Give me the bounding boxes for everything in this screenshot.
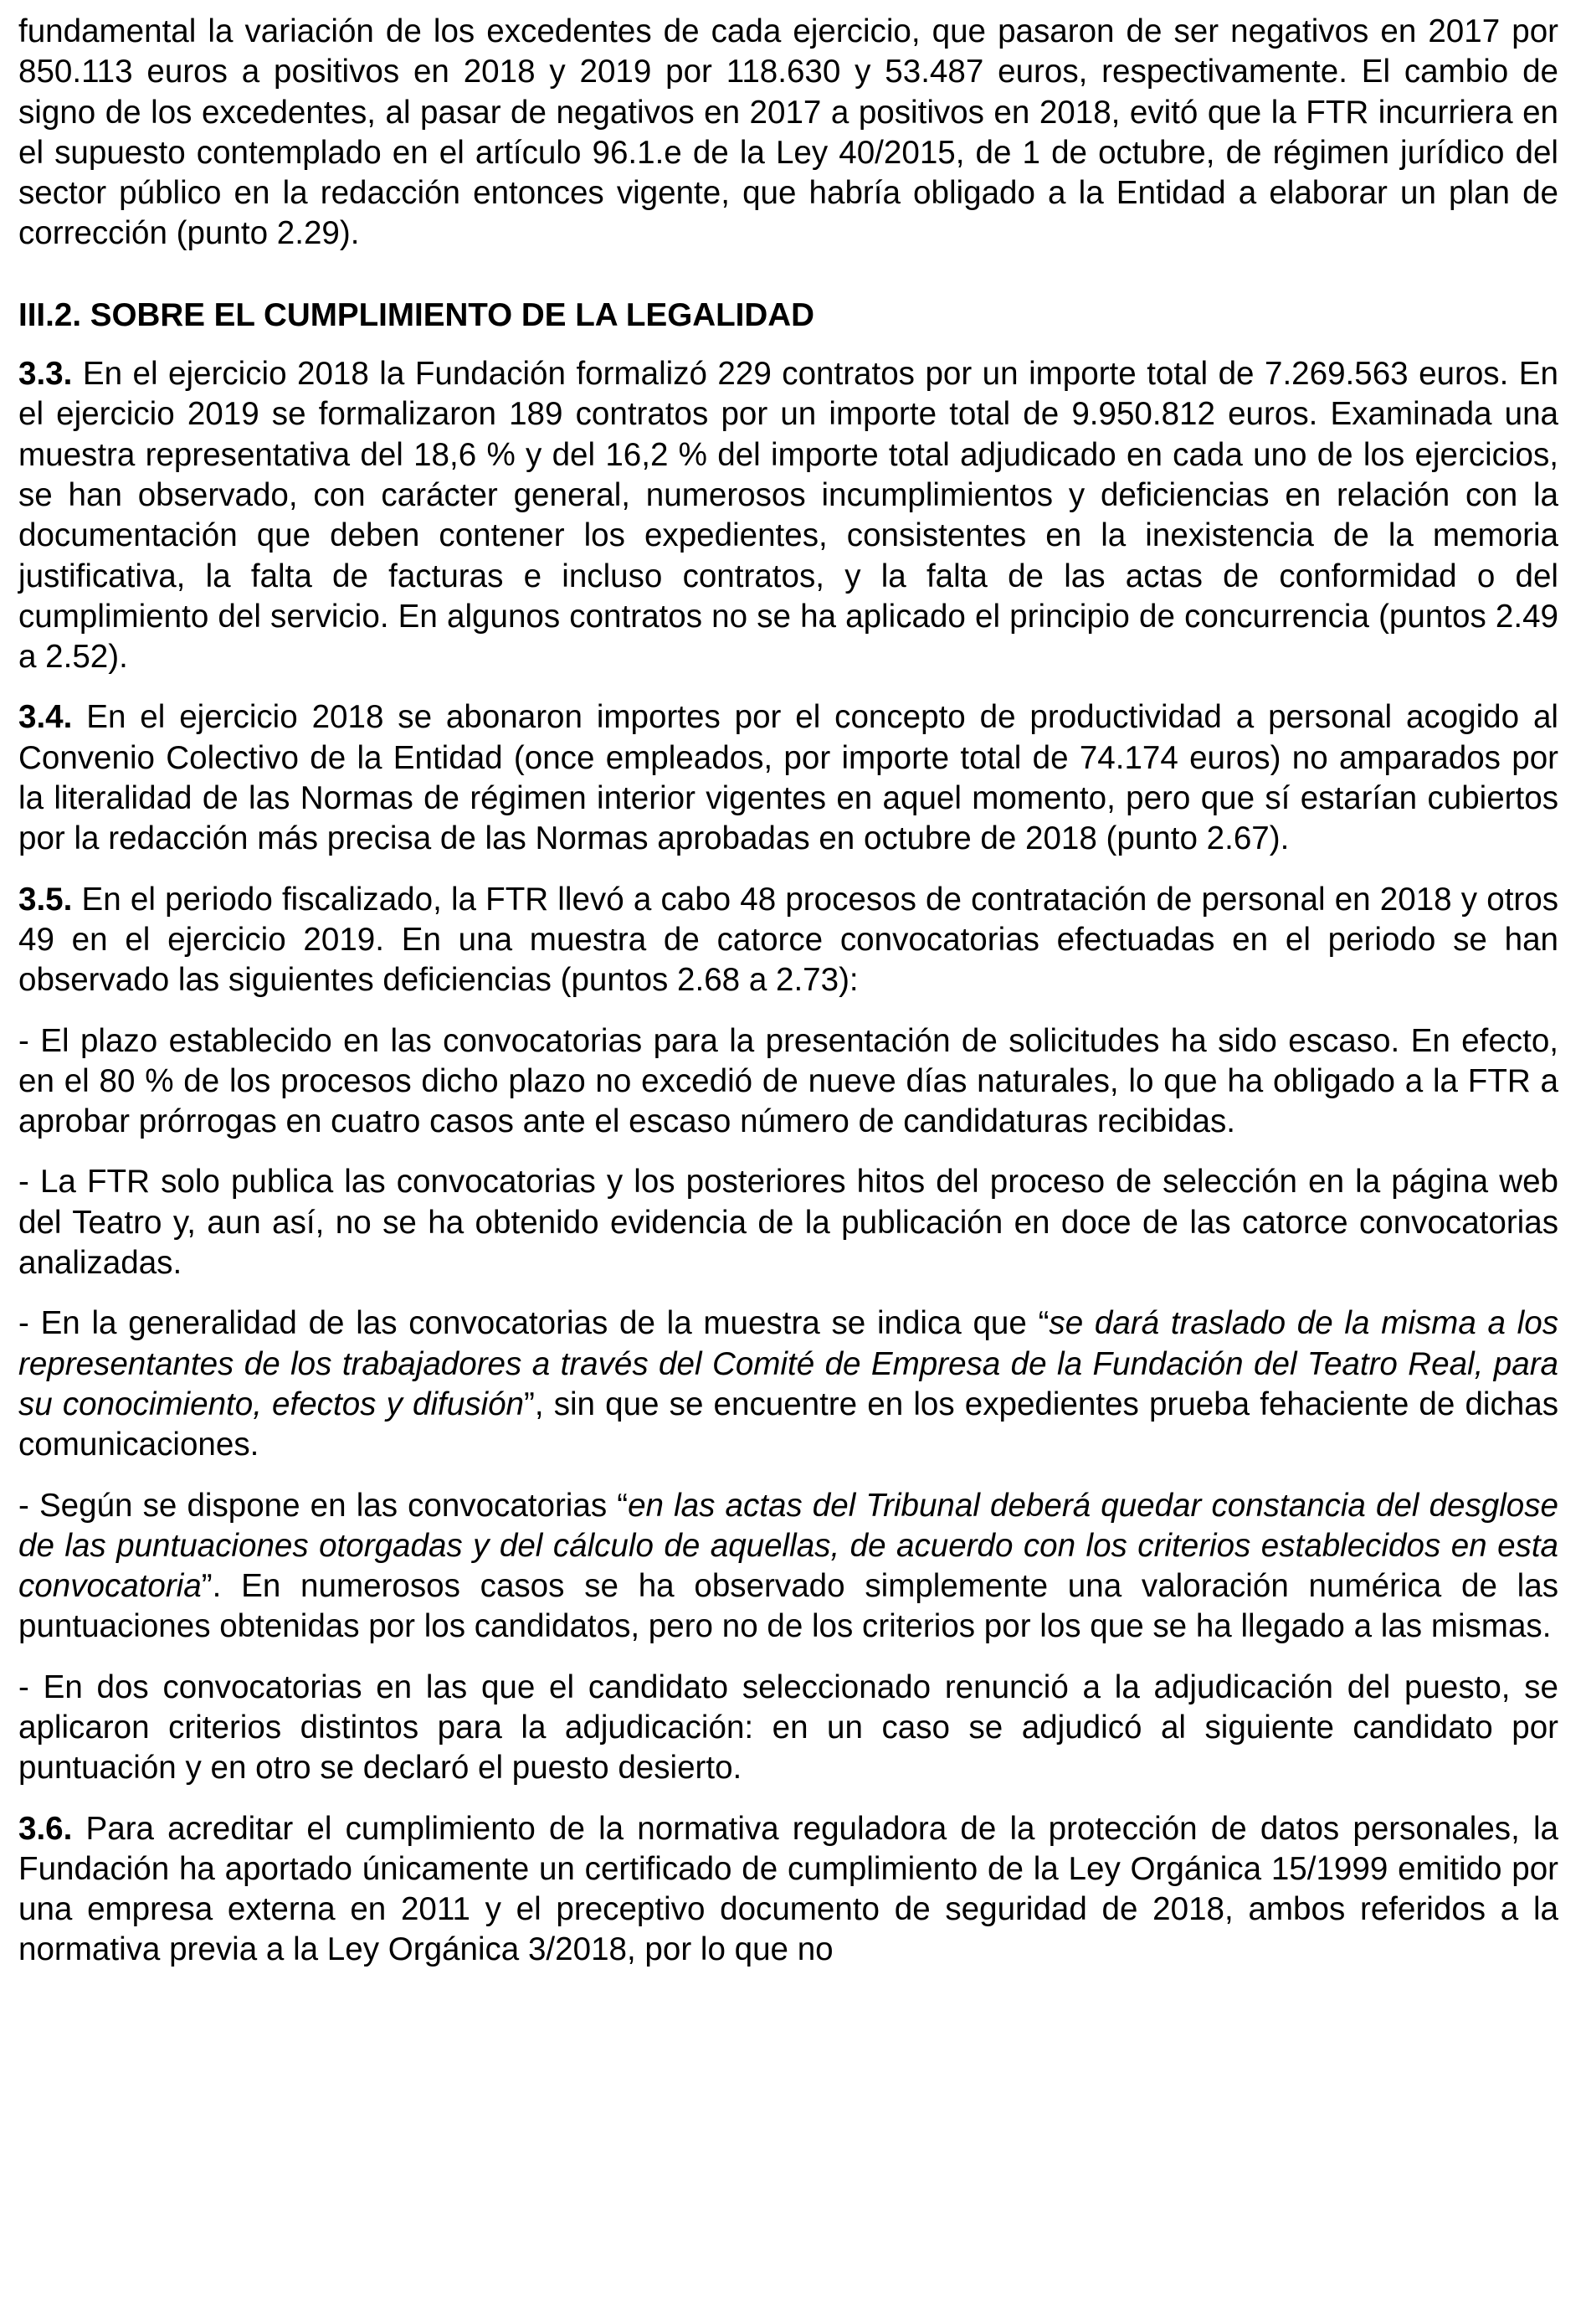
paragraph-number: 3.5. [18,881,73,918]
list-item-renuncia: - En dos convocatorias en las que el candidato seleccionado renunció a la adjudicación del puesto, se aplicaron criterios distintos para la adjudicación: en un caso se adjudicó al siguiente candidato por puntuación y en otro se declaró el puesto desierto. [18,1668,1558,1787]
quoted-text: se dará traslado de la misma a los representantes de los trabajadores a través del Comité de Empresa de la Fundación del Teatro Real, para su conocimiento, efectos y difusión [18,1305,1558,1422]
paragraph-3-3 [18,354,1558,677]
paragraph-3-4 [18,697,1558,859]
list-item-text: - Según se dispone en las convocatorias “ [18,1487,629,1524]
list-item-publicacion: - La FTR solo publica las convocatorias y los posteriores hitos del proceso de selección en la página web del Teatro y, aun así, no se ha obtenido evidencia de la publicación en doce de las catorce convocatorias analizadas. [18,1164,1558,1282]
paragraph-3-6 [18,1809,1558,1971]
section-heading: III.2. SOBRE EL CUMPLIMIENTO DE LA LEGALIDAD [18,296,814,333]
list-item-text: ”. En numerosos casos se ha observado simplemente una valoración numérica de las puntuaciones obtenidas por los candidatos, pero no de los criterios por los que se ha llegado a las mismas. [18,1568,1558,1645]
document-page [18,12,1558,1991]
paragraph-number: 3.6. [18,1810,73,1847]
intro-paragraph: fundamental la variación de los excedentes de cada ejercicio, que pasaron de ser negativos en 2017 por 850.113 euros a positivos en 2018 y 2019 por 118.630 y 53.487 euros, respectivamente. El cambio de signo de los excedentes, al pasar de negativos en 2017 a positivos en 2018, evitó que la FTR incurriera en el supuesto contemplado en el artículo 96.1.e de la Ley 40/2015, de 1 de octubre, de régimen jurídico del sector público en la redacción entonces vigente, que habría obligado a la Entidad a elaborar un plan de corrección (punto 2.29). [18,13,1558,252]
list-item-comite [18,1303,1558,1465]
quoted-text: en las actas del Tribunal deberá quedar constancia del desglose de las puntuaciones otorgadas y del cálculo de aquellas, de acuerdo con los criterios establecidos en esta convocatoria [18,1487,1558,1605]
paragraph-number: 3.4. [18,699,73,736]
list-item-plazo: - El plazo establecido en las convocatorias para la presentación de solicitudes ha sido escaso. En efecto, en el 80 % de los procesos dicho plazo no excedió de nueve días naturales, lo que ha obligado a la FTR a aprobar prórrogas en cuatro casos ante el escaso número de candidaturas recibidas. [18,1022,1558,1140]
paragraph-3-5 [18,880,1558,1001]
paragraph-number: 3.3. [18,356,73,393]
list-item-text: ”, sin que se encuentre en los expedientes prueba fehaciente de dichas comunicaciones. [18,1386,1558,1463]
paragraph-text: En el ejercicio 2018 se abonaron importes por el concepto de productividad a personal acogido al Convenio Colectivo de la Entidad (once empleados, por importe total de 74.174 euros) no amparados por la literalidad de las Normas de régimen interior vigentes en aquel momento, pero que sí estarían cubiertos por la redacción más precisa de las Normas aprobadas en octubre de 2018 (punto 2.67). [18,699,1558,857]
paragraph-text: Para acreditar el cumplimiento de la normativa reguladora de la protección de datos personales, la Fundación ha aportado únicamente un certificado de cumplimiento de la Ley Orgánica 15/1999 emitido por una empresa externa en 2011 y el preceptivo documento de seguridad de 2018, ambos referidos a la normativa previa a la Ley Orgánica 3/2018, por lo que no [18,1810,1558,1968]
list-item-tribunal [18,1486,1558,1648]
paragraph-text: En el periodo fiscalizado, la FTR llevó a cabo 48 procesos de contratación de personal en 2018 y otros 49 en el ejercicio 2019. En una muestra de catorce convocatorias efectuadas en el periodo se han observado las siguientes deficiencias (puntos 2.68 a 2.73): [18,881,1558,999]
paragraph-text: En el ejercicio 2018 la Fundación formalizó 229 contratos por un importe total de 7.269.563 euros. En el ejercicio 2019 se formalizaron 189 contratos por un importe total de 9.950.812 euros. Examinada una muestra representativa del 18,6 % y del 16,2 % del importe total adjudicado en cada uno de los ejercicios, se han observado, con carácter general, numerosos incumplimientos y deficiencias en relación con la documentación que deben contener los expedientes, consistentes en la inexistencia de la memoria justificativa, la falta de facturas e incluso contratos, y la falta de las actas de conformidad o del cumplimiento del servicio. En algunos contratos no se ha aplicado el principio de concurrencia (puntos 2.49 a 2.52). [18,356,1558,676]
list-item-text: - En la generalidad de las convocatorias de la muestra se indica que “ [18,1305,1050,1342]
